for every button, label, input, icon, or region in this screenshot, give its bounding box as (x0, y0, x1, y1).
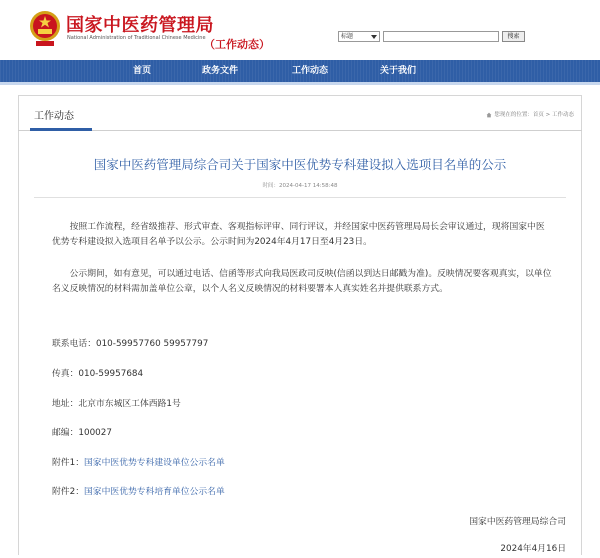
nav-divider (0, 82, 600, 85)
search-scope-value: 标题 (341, 33, 354, 40)
home-icon (486, 112, 492, 118)
breadcrumb-text[interactable]: 您现在的位置：首页 > 工作动态 (494, 112, 574, 118)
article-title: 国家中医药管理局综合司关于国家中医优势专科建设拟入选项目名单的公示 (93, 157, 507, 172)
article-paragraph-2: 公示期间，如有意见，可以通过电话、信函等形式向我局医政司反映(信函以到达日邮戳为准)。反映情况要客观真实，以单位名义反映情况的材料需加盖单位公章，以个人名义反映情况的材料要署本人真实姓名并提供联系方式。 (52, 269, 552, 294)
tab-active-underline (30, 128, 92, 131)
contact-phone: 联系电话：010-59957760 59957797 (52, 339, 209, 349)
search-button[interactable]: 搜索 (502, 31, 525, 42)
nav-item-work-news[interactable]: 工作动态 (291, 66, 328, 76)
nav-item-policy-docs[interactable]: 政务文件 (201, 66, 238, 76)
attachment-2 (52, 484, 225, 497)
search-input[interactable] (383, 31, 499, 42)
contact-postcode: 邮编：100027 (52, 428, 112, 438)
site-header (0, 0, 600, 60)
attachment-1-link[interactable]: 国家中医优势专科建设单位公示名单 (84, 458, 225, 468)
attachment-2-link[interactable]: 国家中医优势专科培育单位公示名单 (84, 487, 225, 497)
article-time: 时间：2024-04-17 14:58:48 (262, 183, 338, 189)
contact-address: 地址：北京市东城区工体西路1号 (52, 399, 181, 409)
site-brand-title[interactable]: 国家中医药管理局 (66, 15, 214, 36)
site-brand-subtitle: National Administration of Traditional Chinese Medicine (67, 35, 206, 41)
nav-item-home[interactable]: 首页 (132, 66, 151, 76)
search-scope-select[interactable] (338, 31, 380, 42)
title-divider (34, 197, 566, 198)
article-paragraph-1: 按照工作流程，经省级推荐、形式审查、客观指标评审、同行评议，并经国家中医药管理局局长会审议通过，现将国家中医优势专科建设拟入选项目名单予以公示。公示时间为2024年4月17日至4月23日。 (52, 222, 545, 247)
attachment-1-prefix: 附件1： (52, 458, 84, 468)
chevron-down-icon (371, 35, 377, 39)
article-signature: 国家中医药管理局综合司 (469, 517, 566, 527)
contact-fax: 传真：010-59957684 (52, 369, 144, 379)
nav-item-about-us[interactable]: 关于我们 (379, 66, 416, 76)
breadcrumb (486, 110, 574, 118)
section-tag: （工作动态） (204, 38, 270, 51)
national-emblem-icon (28, 8, 62, 48)
attachment-2-prefix: 附件2： (52, 487, 84, 497)
attachment-1 (52, 455, 225, 468)
tab-title[interactable]: 工作动态 (34, 111, 74, 122)
article-date: 2024年4月16日 (500, 544, 566, 554)
